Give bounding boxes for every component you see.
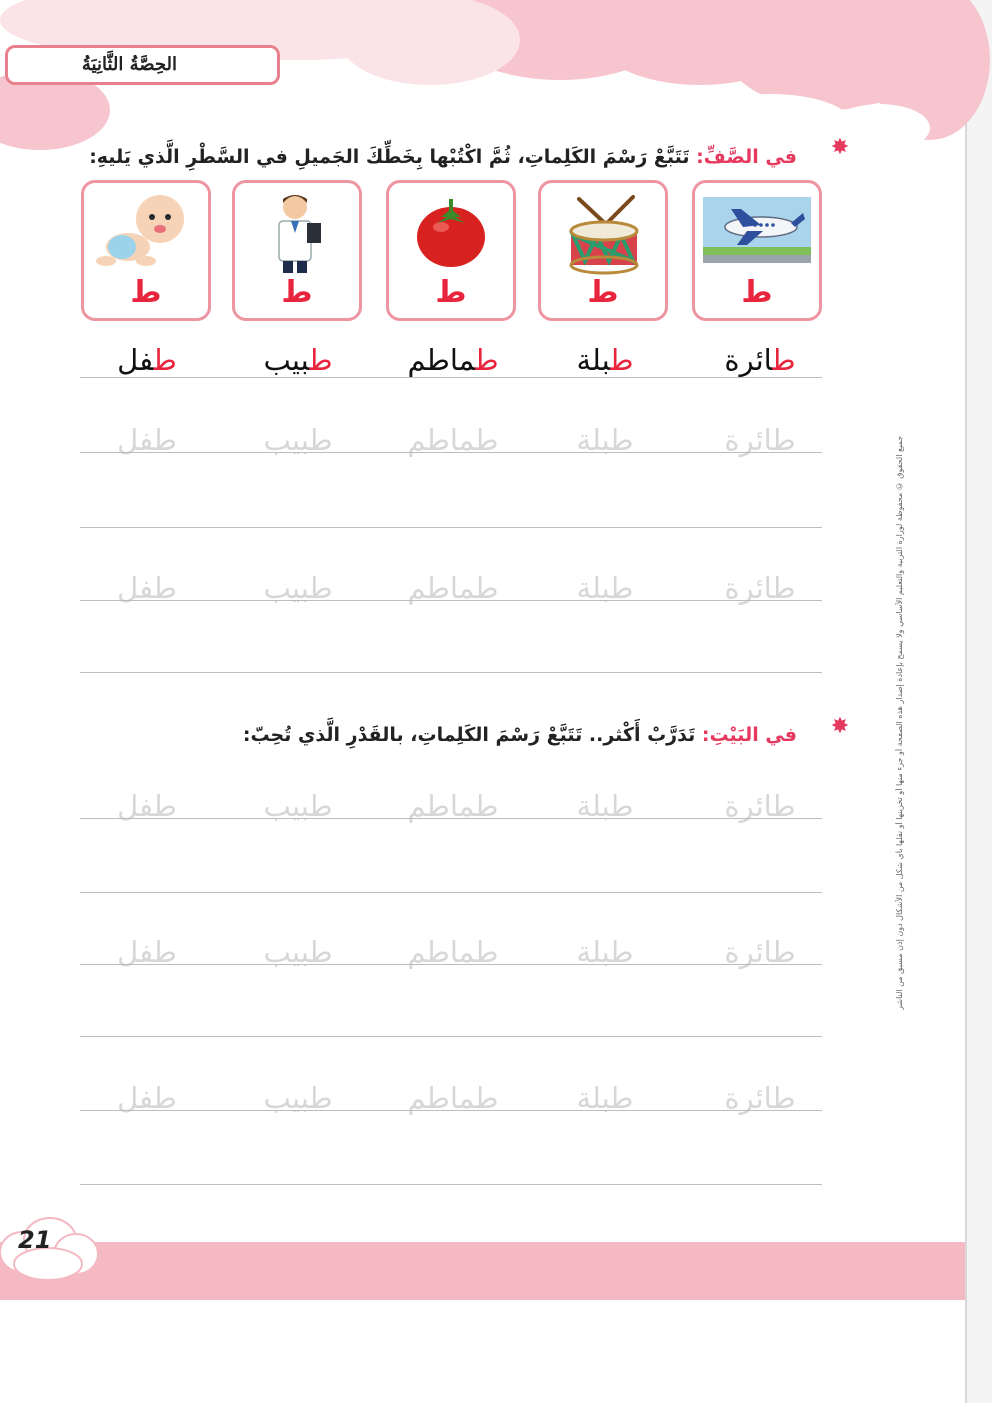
writing-line[interactable] [80,818,822,819]
model-word [550,343,660,377]
home-instruction [243,724,797,746]
page-number: 21 [18,1226,52,1254]
trace-word: طائرة [724,423,796,457]
trace-word: طماطم [407,571,499,605]
card-letter: ط [130,275,162,310]
session-title-box [5,45,280,85]
trace-word: طماطم [407,423,499,457]
class-instruction-text: تَتَبَّعْ رَسْمَ الكَلِماتِ، ثُمَّ اكْتُبْها بِخَطِّكَ الجَميلِ في السَّطْرِ الَّذي يَليهِ: [89,146,690,168]
footer-band [0,1242,965,1300]
trace-word: طبيب [263,1081,333,1115]
trace-word: طماطم [407,935,499,969]
trace-word: طبيب [263,571,333,605]
word-first-letter: ط [610,343,634,377]
trace-word: طائرة [724,789,796,823]
copyright-note: جميع الحقوق © محفوظة لوزارة التربية والتعليم الأساسي ولا يسمح بإعادة إصدار هذه الصفحة أو جزء منها أو تخزينها أو نقلها بأي شكل من الأشكال دون إذن مسبق من الناشر [895,435,904,1010]
trace-word: طبلة [576,1081,634,1115]
word-rest: بلة [576,343,611,377]
writing-line[interactable] [80,452,822,453]
trace-word: طفل [117,1081,177,1115]
card-letter: ط [435,275,467,310]
session-title: الحِصَّةُ الثَّانِيَةُ [81,54,177,75]
word-first-letter: ط [309,343,333,377]
writing-line[interactable] [80,1184,822,1185]
word-rest: بيب [263,343,310,377]
doctor-icon [243,189,351,275]
writing-line[interactable] [80,964,822,965]
trace-word: طفل [117,935,177,969]
tomato-icon [397,189,505,275]
star-bullet-icon: ✸ [830,135,850,160]
trace-word: طفل [117,789,177,823]
model-word [92,343,202,377]
card-airplane [692,180,822,321]
card-baby [81,180,211,321]
model-word [398,343,508,377]
trace-word: طفل [117,423,177,457]
writing-line[interactable] [80,892,822,893]
trace-word: طماطم [407,789,499,823]
trace-word: طائرة [724,1081,796,1115]
airplane-icon [703,189,811,275]
trace-word: طائرة [724,935,796,969]
drum-icon [549,189,657,275]
card-doctor [232,180,362,321]
card-tomato [386,180,516,321]
writing-line [80,377,822,378]
trace-word: طبيب [263,935,333,969]
class-label: في الصَّفِّ: [696,146,797,168]
model-word [243,343,353,377]
page-edge [965,0,992,1403]
home-instruction-text: تَدَرَّبْ أَكْثر.. تَتَبَّعْ رَسْمَ الكَلِماتِ، بالقَدْرِ الَّذي تُحِبّ: [242,724,696,746]
trace-word: طفل [117,571,177,605]
star-bullet-icon: ✸ [830,714,850,739]
word-first-letter: ط [475,343,499,377]
card-letter: ط [587,275,619,310]
word-rest: فل [117,343,154,377]
trace-word: طبلة [576,571,634,605]
trace-word: طماطم [407,1081,499,1115]
card-letter: ط [281,275,313,310]
trace-word: طبيب [263,423,333,457]
writing-line[interactable] [80,672,822,673]
word-rest: ماطم [407,343,476,377]
baby-icon [92,189,200,275]
writing-line[interactable] [80,1110,822,1111]
card-drum [538,180,668,321]
word-first-letter: ط [772,343,796,377]
writing-line[interactable] [80,527,822,528]
home-label: في البَيْتِ: [701,724,797,746]
model-word [705,343,815,377]
trace-word: طبلة [576,423,634,457]
trace-word: طبيب [263,789,333,823]
word-first-letter: ط [153,343,177,377]
class-instruction [89,146,797,168]
writing-line[interactable] [80,600,822,601]
trace-word: طائرة [724,571,796,605]
trace-word: طبلة [576,789,634,823]
trace-word: طبلة [576,935,634,969]
card-letter: ط [741,275,773,310]
word-rest: ائرة [724,343,773,377]
writing-line[interactable] [80,1036,822,1037]
